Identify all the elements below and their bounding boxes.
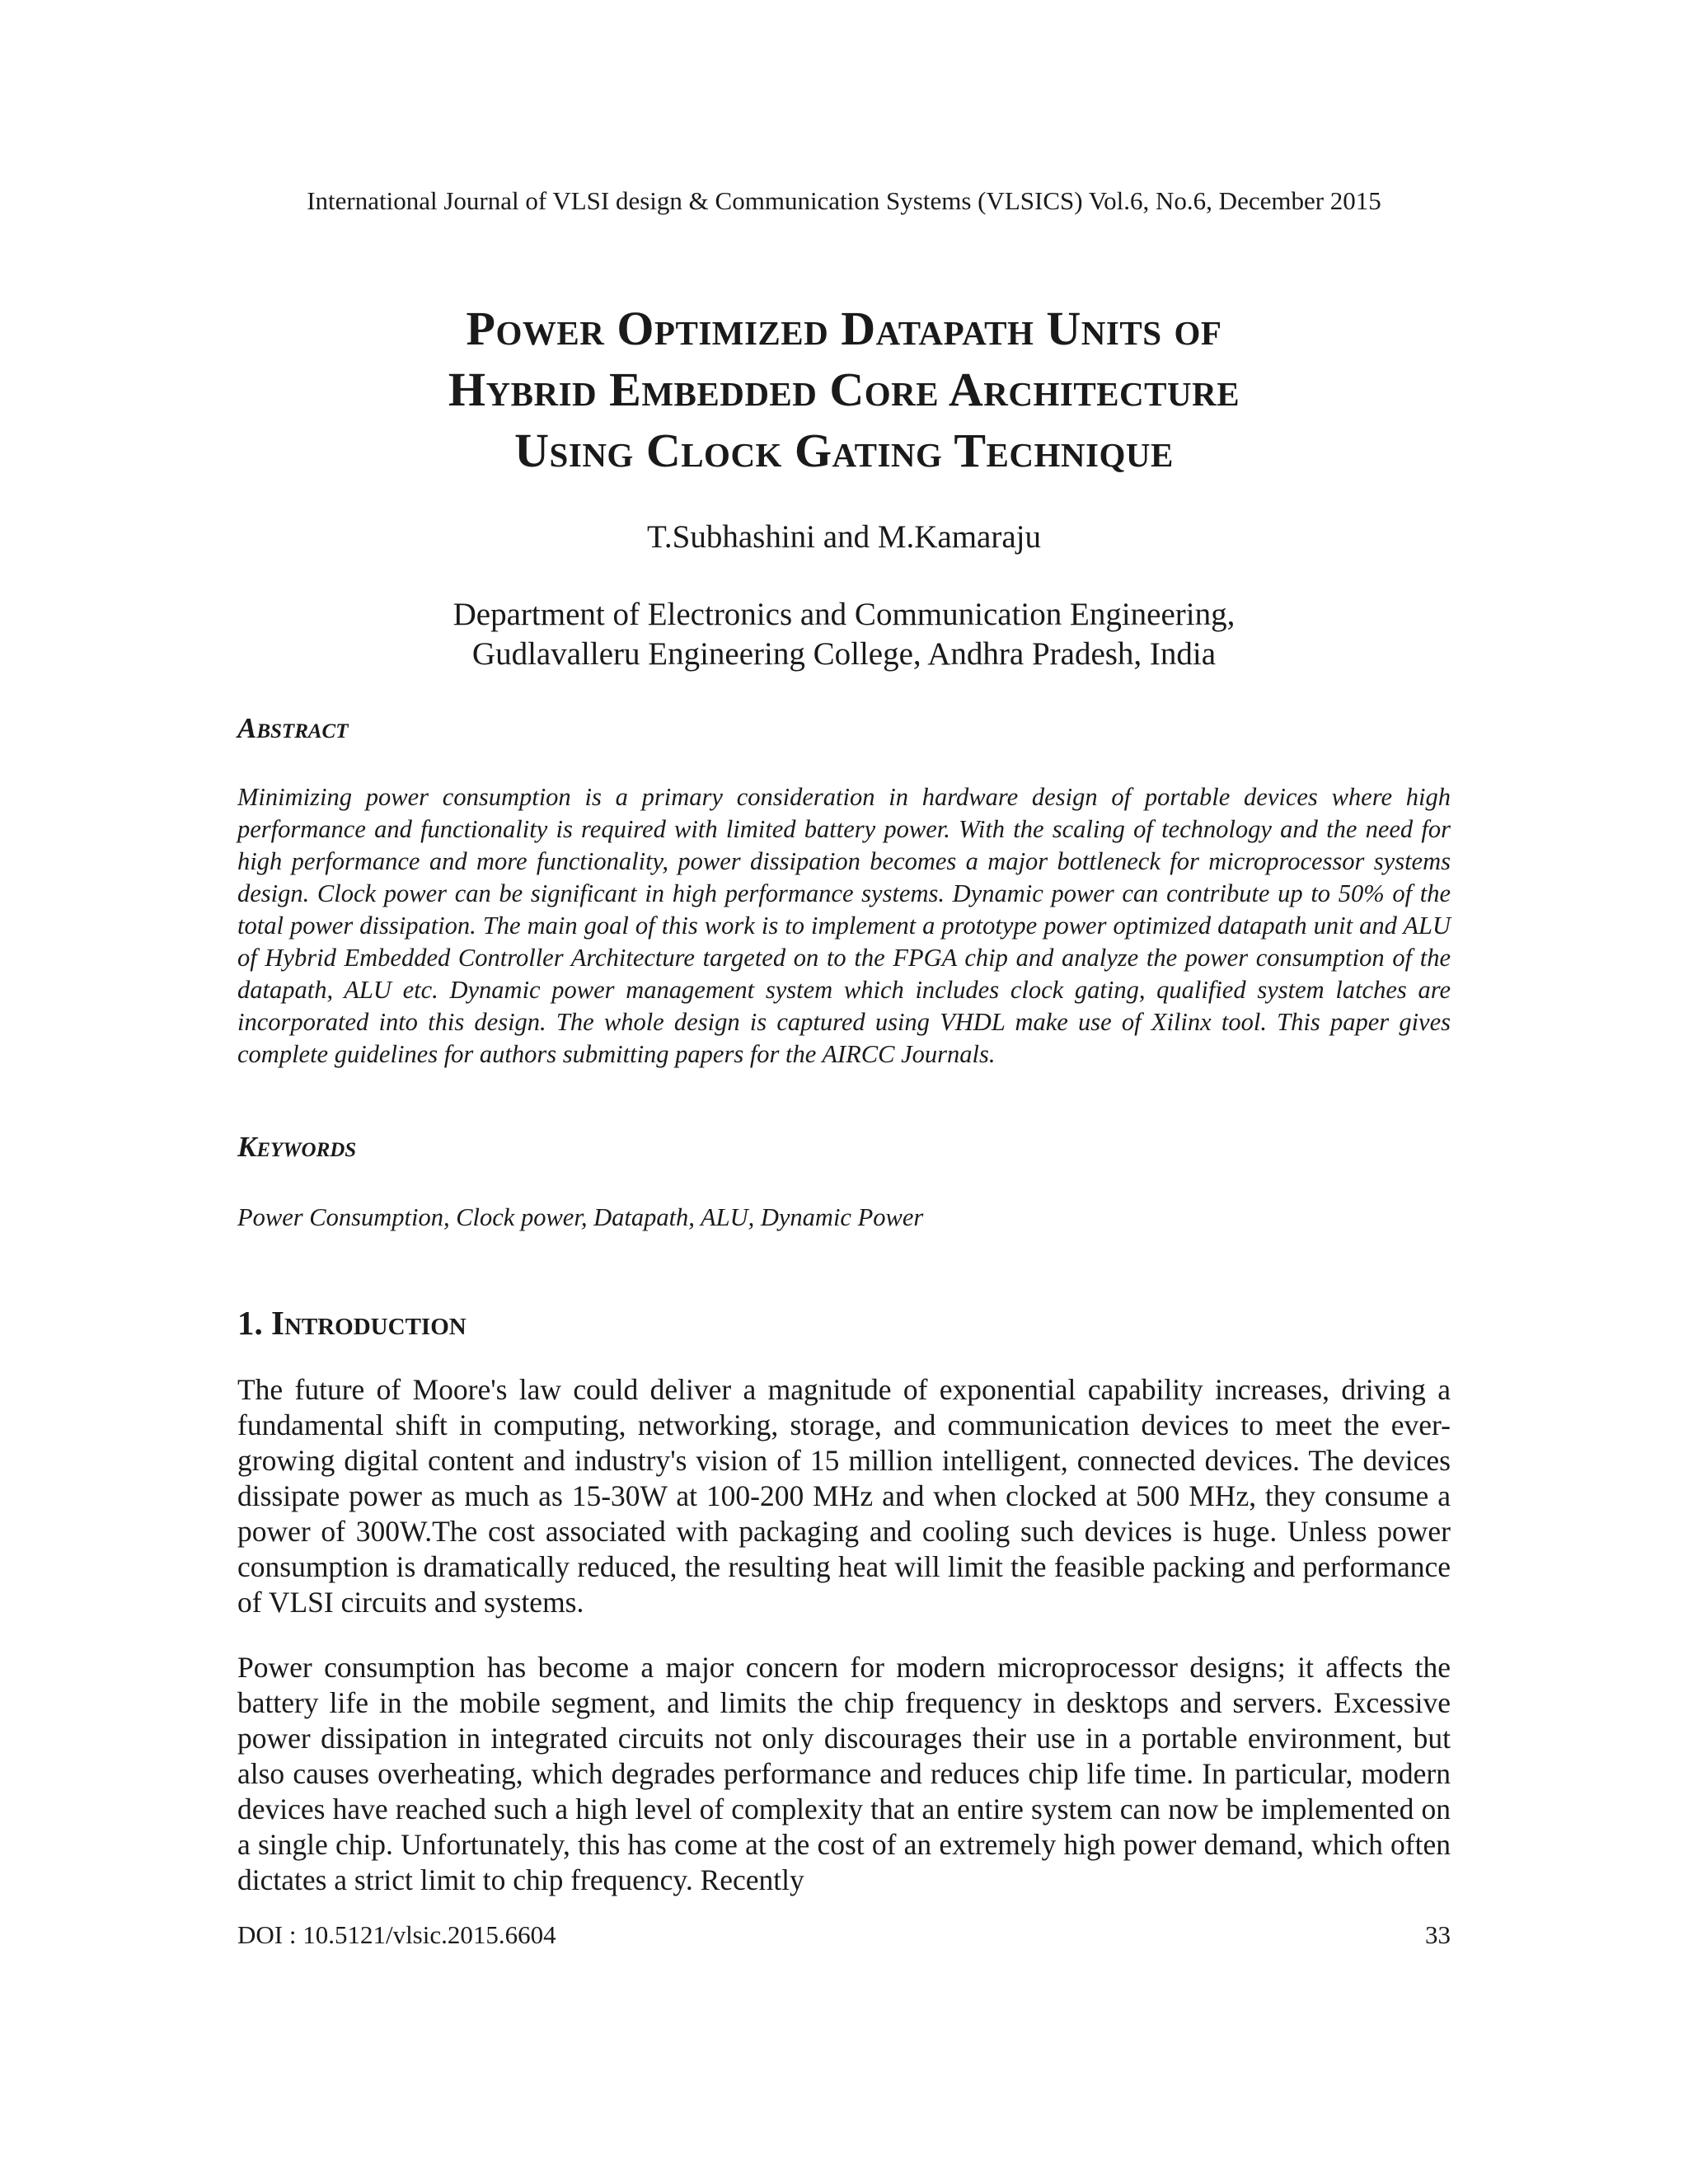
introduction-heading: 1. Introduction — [237, 1304, 467, 1342]
running-header: International Journal of VLSI design & Communication Systems (VLSICS) Vol.6, No.6, December 2015 — [307, 186, 1381, 215]
doi-footer: DOI : 10.5121/vlsic.2015.6604 — [237, 1920, 556, 1949]
keywords-heading: Keywords — [237, 1131, 357, 1163]
body-paragraph: The future of Moore's law could deliver a magnitude of exponential capability increases, driving a fundamental shift in computing, networking, storage, and communication devices to meet the ever-growing digital content and industry's vision of 15 million intelligent, connected devices. The devices dissipate power as much as 15-30W at 100-200 MHz and when clocked at 500 MHz, they consume a power of 300W.The cost associated with packaging and cooling such devices is huge. Unless power consumption is dramatically reduced, the resulting heat will limit the feasible packing and performance of VLSI circuits and systems. — [237, 1373, 1451, 1619]
title-line: Power Optimized Datapath Units of — [466, 302, 1222, 355]
paper-title — [190, 298, 1498, 481]
abstract-text: Minimizing power consumption is a primary consideration in hardware design of portable devices where high performance and functionality is required with limited battery power. With the scaling of technology and the need for high performance and more functionality, power dissipation becomes a major bottleneck for microprocessor systems design. Clock power can be significant in high performance systems. Dynamic power can contribute up to 50% of the total power dissipation. The main goal of this work is to implement a prototype power optimized datapath unit and ALU of Hybrid Embedded Controller Architecture targeted on to the FPGA chip and analyze the power consumption of the datapath, ALU etc. Dynamic power management system which includes clock gating, qualified system latches are incorporated into this design. The whole design is captured using VHDL make use of Xilinx tool. This paper gives complete guidelines for authors submitting papers for the AIRCC Journals. — [237, 783, 1451, 1068]
abstract-heading: Abstract — [237, 712, 349, 744]
page-number: 33 — [1425, 1920, 1451, 1949]
affiliation-line: Gudlavalleru Engineering College, Andhra Pradesh, India — [471, 636, 1217, 672]
body-paragraph: Power consumption has become a major concern for modern microprocessor designs; it affects the battery life in the mobile segment, and limits the chip frequency in desktops and servers. Excessive power dissipation in integrated circuits not only discourages their use in a portable environment, but also causes overheating, which degrades performance and reduces chip life time. In particular, modern devices have reached such a high level of complexity that an entire system can now be implemented on a single chip. Unfortunately, this has come at the cost of an extremely high power demand, which often dictates a strict limit to chip frequency. Recently — [237, 1651, 1451, 1896]
title-line: Using Clock Gating Technique — [514, 424, 1174, 477]
affiliation-line: Department of Electronics and Communication Engineering, — [452, 597, 1236, 632]
title-line: Hybrid Embedded Core Architecture — [448, 363, 1240, 416]
keywords-text: Power Consumption, Clock power, Datapath, ALU, Dynamic Power — [237, 1203, 924, 1231]
authors: T.Subhashini and M.Kamaraju — [646, 519, 1042, 555]
affiliation — [0, 595, 1688, 674]
